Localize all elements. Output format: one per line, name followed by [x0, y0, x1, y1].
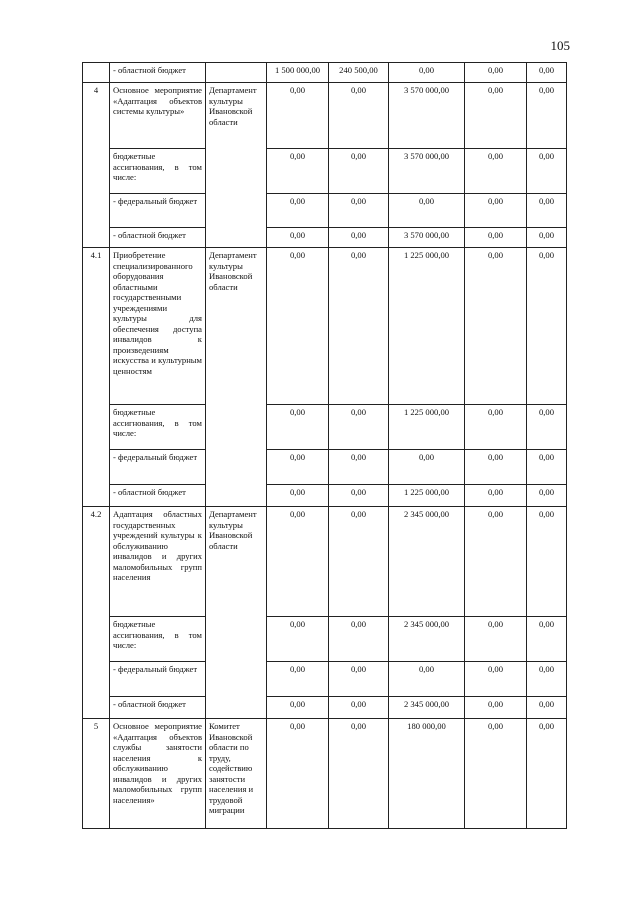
table-row — [83, 228, 567, 248]
value-cell: 0,00 — [329, 617, 389, 662]
row-label: бюджетные ассигнования, в том числе: — [110, 405, 206, 450]
value-cell: 0,00 — [465, 83, 527, 149]
table-row — [83, 485, 567, 507]
value-cell: 3 570 000,00 — [389, 83, 465, 149]
value-cell: 0,00 — [465, 719, 527, 829]
value-cell: 0,00 — [389, 194, 465, 228]
value-cell: 0,00 — [465, 617, 527, 662]
value-cell: 0,00 — [267, 719, 329, 829]
value-cell: 0,00 — [527, 194, 567, 228]
value-cell: 0,00 — [329, 83, 389, 149]
value-cell: 0,00 — [329, 149, 389, 194]
responsible-cell: Департамент культуры Ивановской области — [206, 248, 267, 507]
responsible-cell: Департамент культуры Ивановской области — [206, 507, 267, 719]
value-cell: 0,00 — [465, 450, 527, 485]
row-label: - областной бюджет — [110, 485, 206, 507]
value-cell: 0,00 — [527, 149, 567, 194]
table-row — [83, 248, 567, 405]
value-cell: 2 345 000,00 — [389, 617, 465, 662]
table-row — [83, 63, 567, 83]
value-cell: 0,00 — [329, 719, 389, 829]
value-cell: 0,00 — [465, 507, 527, 617]
value-cell: 180 000,00 — [389, 719, 465, 829]
responsible-cell: Комитет Ивановской области по труду, содействию занятости населения и трудовой миграции — [206, 719, 267, 829]
value-cell: 0,00 — [527, 63, 567, 83]
value-cell: 0,00 — [329, 507, 389, 617]
row-index: 4.1 — [83, 248, 110, 507]
value-cell: 0,00 — [527, 83, 567, 149]
value-cell: 0,00 — [527, 405, 567, 450]
index-cell — [83, 63, 110, 83]
table-row — [83, 194, 567, 228]
value-cell: 0,00 — [465, 405, 527, 450]
value-cell: 0,00 — [329, 405, 389, 450]
value-cell: 0,00 — [267, 617, 329, 662]
value-cell: 0,00 — [527, 485, 567, 507]
value-cell: 0,00 — [389, 450, 465, 485]
value-cell: 0,00 — [527, 617, 567, 662]
value-cell: 0,00 — [465, 194, 527, 228]
value-cell: 0,00 — [527, 248, 567, 405]
value-cell: 0,00 — [267, 149, 329, 194]
value-cell: 0,00 — [267, 228, 329, 248]
row-label: - федеральный бюджет — [110, 662, 206, 697]
row-label: Основное мероприятие «Адаптация объектов службы занятости населения к обслуживанию инвалидов и других маломобильных групп населения» — [110, 719, 206, 829]
value-cell: 0,00 — [527, 662, 567, 697]
table-row — [83, 149, 567, 194]
value-cell: 0,00 — [267, 507, 329, 617]
value-cell: 0,00 — [527, 507, 567, 617]
row-label: Адаптация областных государственных учреждений культуры к обслуживанию инвалидов и других маломобильных групп населения — [110, 507, 206, 617]
table-row — [83, 83, 567, 149]
value-cell: 3 570 000,00 — [389, 149, 465, 194]
value-cell: 0,00 — [329, 662, 389, 697]
value-cell: 1 225 000,00 — [389, 405, 465, 450]
table-row — [83, 697, 567, 719]
value-cell: 0,00 — [267, 194, 329, 228]
value-cell: 0,00 — [267, 405, 329, 450]
value-cell: 0,00 — [465, 228, 527, 248]
value-cell: 0,00 — [527, 719, 567, 829]
row-label: - областной бюджет — [110, 697, 206, 719]
value-cell: 0,00 — [267, 662, 329, 697]
value-cell: 1 500 000,00 — [267, 63, 329, 83]
value-cell: 2 345 000,00 — [389, 697, 465, 719]
table-row — [83, 617, 567, 662]
value-cell: 0,00 — [267, 450, 329, 485]
value-cell: 1 225 000,00 — [389, 485, 465, 507]
value-cell: 0,00 — [465, 149, 527, 194]
value-cell: 0,00 — [329, 248, 389, 405]
table-row — [83, 662, 567, 697]
value-cell: 0,00 — [329, 194, 389, 228]
value-cell: 0,00 — [527, 697, 567, 719]
table-row — [83, 719, 567, 829]
value-cell: 0,00 — [267, 248, 329, 405]
value-cell: 0,00 — [267, 485, 329, 507]
value-cell: 0,00 — [329, 228, 389, 248]
responsible-cell: Департамент культуры Ивановской области — [206, 83, 267, 248]
value-cell: 0,00 — [465, 485, 527, 507]
value-cell: 0,00 — [465, 697, 527, 719]
value-cell: 0,00 — [465, 248, 527, 405]
value-cell: 0,00 — [389, 662, 465, 697]
row-index: 4.2 — [83, 507, 110, 719]
row-label: бюджетные ассигнования, в том числе: — [110, 149, 206, 194]
table-row — [83, 450, 567, 485]
table-row — [83, 405, 567, 450]
value-cell: 0,00 — [527, 450, 567, 485]
row-index: 4 — [83, 83, 110, 248]
value-cell: 0,00 — [267, 697, 329, 719]
row-index: 5 — [83, 719, 110, 829]
value-cell: 0,00 — [329, 450, 389, 485]
value-cell: 0,00 — [329, 485, 389, 507]
responsible-cell — [206, 63, 267, 83]
value-cell: 0,00 — [527, 228, 567, 248]
value-cell: 2 345 000,00 — [389, 507, 465, 617]
value-cell: 0,00 — [465, 63, 527, 83]
budget-table — [82, 62, 567, 829]
value-cell: 3 570 000,00 — [389, 228, 465, 248]
value-cell: 240 500,00 — [329, 63, 389, 83]
row-label: - федеральный бюджет — [110, 194, 206, 228]
row-label: - областной бюджет — [110, 228, 206, 248]
row-label: - федеральный бюджет — [110, 450, 206, 485]
value-cell: 0,00 — [329, 697, 389, 719]
value-cell: 0,00 — [465, 662, 527, 697]
value-cell: 0,00 — [389, 63, 465, 83]
row-label: бюджетные ассигнования, в том числе: — [110, 617, 206, 662]
row-label: Основное мероприятие «Адаптация объектов системы культуры» — [110, 83, 206, 149]
row-label: - областной бюджет — [110, 63, 206, 83]
page-number: 105 — [550, 38, 570, 53]
value-cell: 0,00 — [267, 83, 329, 149]
table-row — [83, 507, 567, 617]
value-cell: 1 225 000,00 — [389, 248, 465, 405]
row-label: Приобретение специализированного оборудования областными государственными учреждениями культуры для обеспечения доступа инвалидов к произведениям искусства и культурным ценностям — [110, 248, 206, 405]
